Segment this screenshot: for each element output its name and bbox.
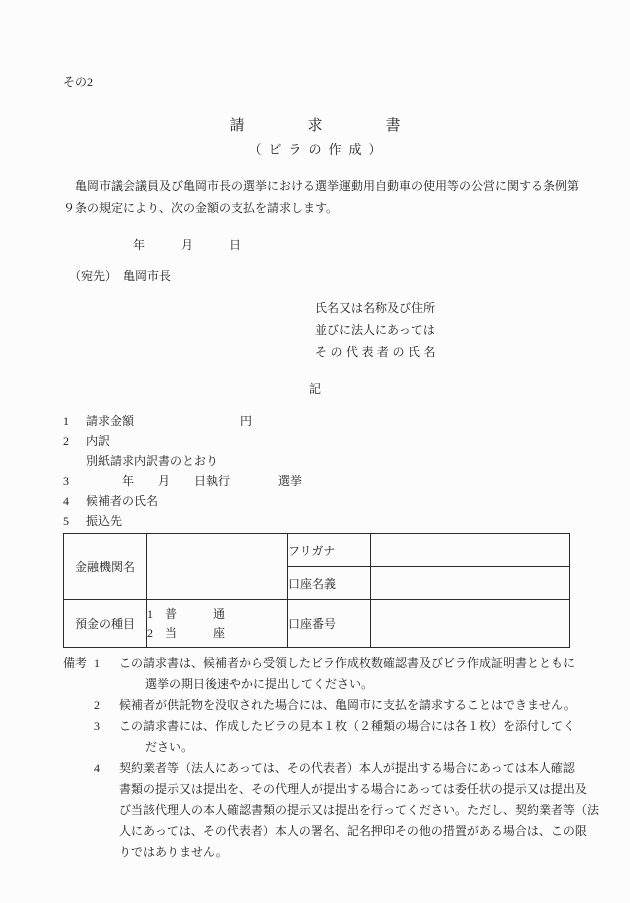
account-number-label-cell: 口座番号 <box>288 600 371 648</box>
claimant-name-line: 並びに法人にあっては <box>315 323 435 337</box>
remark-text <box>119 695 599 716</box>
intro-line: ９条の規定により、次の金額の支払を請求します。 <box>63 201 339 215</box>
claim-item-number: 3 <box>63 474 69 488</box>
date-blank-line: 年 月 日 <box>133 238 242 252</box>
remark-line: ださい。 <box>145 740 194 754</box>
remark-number: 1 <box>94 656 100 670</box>
furigana-label-cell: フリガナ <box>288 534 371 567</box>
remark-line: 候補者が供託物を没収された場合には、亀岡市に支払を請求することはできません。 <box>119 698 576 712</box>
claim-item-text: 候補者の氏名 <box>86 494 159 508</box>
remark-number: 4 <box>94 761 100 775</box>
claim-item-text: 振込先 <box>86 514 123 528</box>
deposit-type-options-cell <box>147 600 288 648</box>
remark-line: りではありません。 <box>119 845 228 859</box>
remark-text <box>119 758 599 863</box>
account-number-value-cell <box>371 600 570 648</box>
remark-number: 2 <box>94 698 100 712</box>
remark-item <box>94 653 599 695</box>
claim-item-number: 1 <box>63 414 69 428</box>
bank-name-label-cell: 金融機関名 <box>64 534 147 600</box>
remark-item <box>94 716 599 758</box>
claim-item-text: 別紙請求内訳書のとおり <box>86 454 219 468</box>
remarks-label: 備考 <box>63 656 88 670</box>
claim-item-text: 年 月 日執行 選挙 <box>86 474 303 488</box>
remark-number: 3 <box>94 719 100 733</box>
claim-item-number: 4 <box>63 494 69 508</box>
account-name-label-cell: 口座名義 <box>288 567 371 600</box>
claim-item-candidate-name <box>63 491 567 511</box>
claimant-name-line: その代表者の氏名 <box>315 345 440 359</box>
remarks-section <box>63 653 600 863</box>
deposit-option-current: 2 当 座 <box>147 625 226 640</box>
remark-line: この請求書は、候補者から受領したビラ作成枚数確認書及びビラ作成証明書とともに <box>119 656 576 670</box>
remark-line: この請求書には、作成したビラの見本１枚（２種類の場合には各１枚）を添付してく <box>119 719 576 733</box>
addressee-line: （宛先） 亀岡市長 <box>69 269 172 283</box>
remark-item <box>94 695 599 716</box>
claimant-name-line: 氏名又は名称及び住所 <box>315 301 436 315</box>
claim-item-number: 2 <box>63 434 69 448</box>
intro-paragraph <box>63 175 580 219</box>
remark-line: 契約業者等（法人にあっては、その代表者）本人が提出する場合にあっては本人確認 <box>119 761 575 775</box>
claim-item-breakdown <box>63 431 567 451</box>
claim-item-text: 請求金額 <box>86 414 135 428</box>
remarks-list <box>94 653 599 863</box>
page-subtitle: （ビラの作成） <box>248 142 389 157</box>
claim-item-text: 内訳 <box>86 434 111 448</box>
remark-line: 書類の提示又は提出を、その代理人が提出する場合にあっては委任状の提示又は提出及 <box>119 782 587 796</box>
remark-text <box>119 716 599 758</box>
claim-item-election-date <box>63 471 567 491</box>
claim-items-list <box>63 411 567 531</box>
amount-unit-label: 円 <box>240 414 253 428</box>
account-name-value-cell <box>371 567 570 600</box>
claimant-name-block <box>315 297 567 363</box>
form-variant-label: その2 <box>63 75 94 89</box>
furigana-value-cell <box>371 534 570 567</box>
deposit-option-ordinary: 1 普 通 <box>147 606 226 621</box>
remark-line: び当該代理人の本人確認書類の提示又は提出を行ってください。ただし、契約業者等（法 <box>119 803 600 817</box>
claim-item-number: 5 <box>63 514 69 528</box>
remark-line: 選挙の期日後速やかに提出してください。 <box>145 677 374 691</box>
intro-line: 亀岡市議会議員及び亀岡市長の選挙における選挙運動用自動車の使用等の公営に関する条例第 <box>63 179 580 193</box>
remark-text <box>119 653 599 695</box>
claim-item-amount <box>63 411 567 431</box>
bank-transfer-table <box>63 533 570 648</box>
deposit-type-label-cell: 預金の種目 <box>64 600 147 648</box>
page-title: 請求書 <box>229 118 464 134</box>
ki-heading: 記 <box>308 382 321 396</box>
claim-item-transfer-destination <box>63 511 567 531</box>
remark-item <box>94 758 599 863</box>
remark-line: 人にあっては、その代表者）本人の署名、記名押印その他の措置がある場合は、この限 <box>119 824 587 838</box>
bank-name-value-cell <box>147 534 288 600</box>
claim-item-breakdown-note <box>63 451 567 471</box>
